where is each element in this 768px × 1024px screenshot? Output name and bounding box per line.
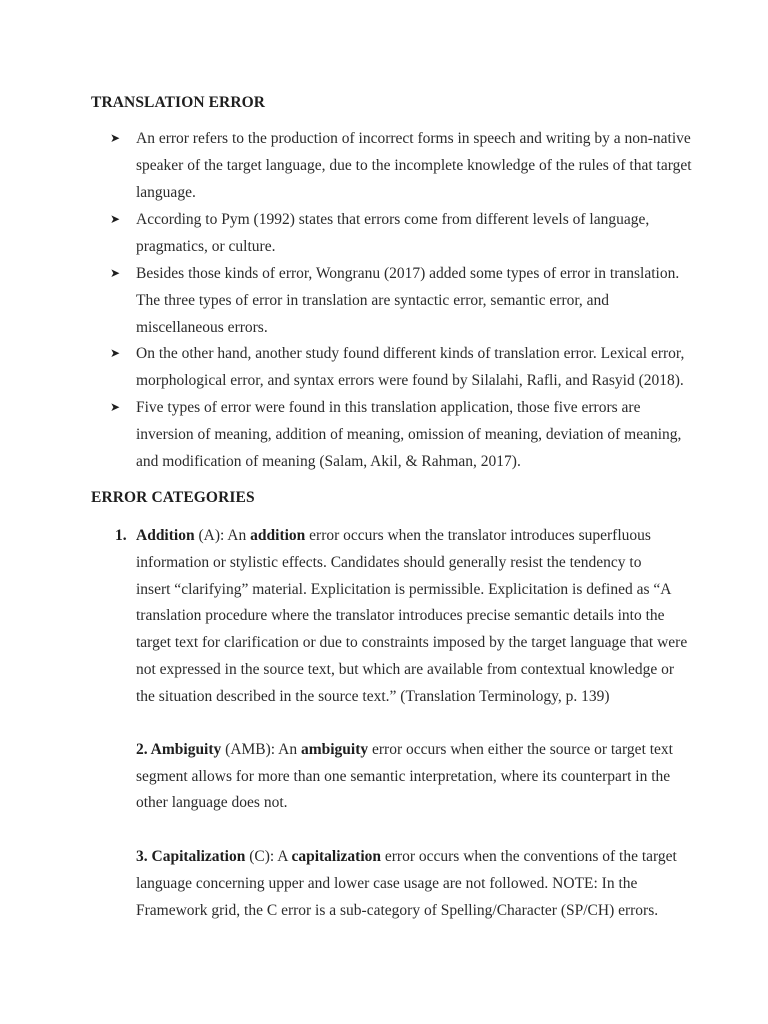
item-line: language concerning upper and lower case usage are not followed. NOTE: In the <box>136 875 638 892</box>
item-number: 2. <box>136 741 148 758</box>
item-bold-word: capitalization <box>291 848 382 865</box>
arrow-bullet-icon: ➤ <box>110 131 121 145</box>
bullet-line: speaker of the target language, due to the incomplete knowledge of the rules of that target <box>136 157 692 174</box>
section-heading-translation-error: TRANSLATION ERROR <box>91 94 266 111</box>
item-number: 1. <box>115 527 127 544</box>
bullet-line: and modification of meaning (Salam, Akil, & Rahman, 2017). <box>136 453 521 470</box>
item-line: Framework grid, the C error is a sub-category of Spelling/Character (SP/CH) errors. <box>136 902 659 919</box>
item-line: the situation described in the source text.” (Translation Terminology, p. 139) <box>136 688 610 705</box>
item-number: 3. <box>136 848 148 865</box>
bullet-line: miscellaneous errors. <box>136 319 268 336</box>
item-line: insert “clarifying” material. Explicitation is permissible. Explicitation is defined as “A <box>136 581 672 598</box>
arrow-bullet-icon: ➤ <box>110 212 121 226</box>
item-first-line: 2. Ambiguity (AMB): An ambiguity error occurs when either the source or target text <box>136 741 673 758</box>
item-line: not expressed in the source text, but which are available from contextual knowledge or <box>136 661 675 678</box>
bullet-line: According to Pym (1992) states that errors come from different levels of language, <box>136 211 650 228</box>
item-line: other language does not. <box>136 794 288 811</box>
item-bold-word: ambiguity <box>300 741 369 758</box>
arrow-bullet-icon: ➤ <box>110 400 121 414</box>
item-term: Addition <box>136 527 195 544</box>
item-line: target text for clarification or due to constraints imposed by the target language that were <box>136 634 688 651</box>
item-first-line: Addition (A): An addition error occurs when the translator introduces superfluous <box>136 527 651 544</box>
item-term: Capitalization <box>151 848 246 865</box>
bullet-line: An error refers to the production of incorrect forms in speech and writing by a non-native <box>136 130 691 147</box>
bullet-line: The three types of error in translation are syntactic error, semantic error, and <box>136 292 610 309</box>
arrow-bullet-icon: ➤ <box>110 266 121 280</box>
bullet-line: Besides those kinds of error, Wongranu (2017) added some types of error in translation. <box>136 265 680 282</box>
section-heading-error-categories: ERROR CATEGORIES <box>91 489 255 506</box>
bullet-line: On the other hand, another study found different kinds of translation error. Lexical error, <box>136 345 685 362</box>
bullet-line: language. <box>136 184 196 201</box>
bullet-line: pragmatics, or culture. <box>136 238 276 255</box>
item-line: translation procedure where the translator introduces precise semantic details into the <box>136 607 665 624</box>
bullet-line: Five types of error were found in this translation application, those five errors are <box>136 399 641 416</box>
item-line: information or stylistic effects. Candidates should generally resist the tendency to <box>136 554 642 571</box>
item-bold-word: addition <box>250 527 306 544</box>
item-line: segment allows for more than one semantic interpretation, where its counterpart in the <box>136 768 671 785</box>
bullet-line: morphological error, and syntax errors were found by Silalahi, Rafli, and Rasyid (2018). <box>136 372 684 389</box>
arrow-bullet-icon: ➤ <box>110 346 121 360</box>
bullet-line: inversion of meaning, addition of meaning, omission of meaning, deviation of meaning, <box>136 426 682 443</box>
item-term: Ambiguity <box>150 741 222 758</box>
item-first-line: 3. Capitalization (C): A capitalization error occurs when the conventions of the target <box>136 848 677 865</box>
